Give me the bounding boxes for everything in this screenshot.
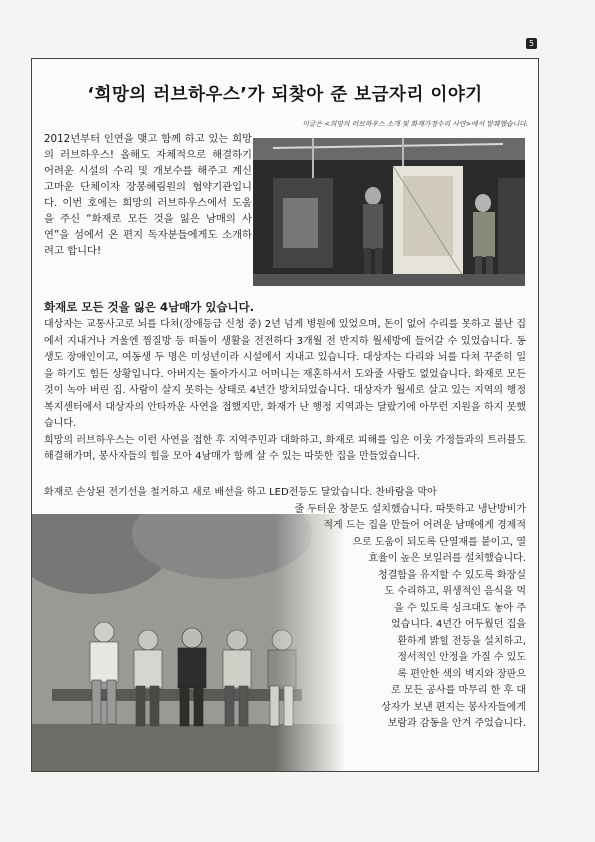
final-paragraph-line: 줄 두터운 창문도 설치했습니다. 따뜻하고 냉난방비가	[294, 503, 526, 515]
page-number: 5	[526, 38, 537, 49]
body-paragraph: 대상자는 교통사고로 뇌를 다쳐(장애등급 신청 중) 2년 넘게 병원에 있었으며, 돈이 없어 수리를 못하고 불난 집에서 지내거나 겨울엔 찜질방 등 떠돌이 생활을 전전하다 3개월 전 반지하 월세방에 들어갈 수 있었습니다. 동생도 장애인이고, 여동생 두 명은 미성년이라 시설에서 지내고 있습니다. 대상자는 다리와 뇌를 다쳐 꾸준히 일을 하기도 힘든 상황입니다. 아버지는 돌아가시고 어머니는 재혼하셔서 도와줄 사람도 없었습니다. 화재로 모든 것이 녹아 버린 집. 사람이 살지 못하는 상태로 4년간 방치되었습니다. 대상자가 월세로 살고 있는 지역의 행정복지센터에서 대상자의 안타까운 사연을 접했지만, 화재가 난 행정 지역과는 달랐기에 아무런 지원을 하지 못했습니다.	[44, 319, 526, 429]
final-paragraph-line: 적게 드는 집을 만들어 어려운 남매에게 경제적	[323, 520, 526, 531]
renovation-photo-graphic	[253, 138, 525, 286]
final-paragraph-line: 록 편안한 색의 벽지와 장판으	[397, 668, 526, 680]
final-paragraph-line: 환하게 밝힐 전등을 설치하고,	[397, 635, 526, 647]
final-paragraph-line: 도 수리하고, 위생적인 음식을 먹	[384, 586, 526, 597]
final-paragraph-line: 정서적인 안정을 가질 수 있도	[397, 652, 526, 663]
final-paragraph-line: 었습니다. 4년간 어두웠던 집을	[391, 619, 526, 630]
final-paragraph-line: 보람과 감동을 안겨 주었습니다.	[387, 718, 526, 729]
final-paragraph-line: 으로 도움이 되도록 단열재를 붙이고, 열	[352, 536, 526, 548]
final-paragraph-line: 청결함을 유지할 수 있도록 화장실	[378, 569, 526, 581]
final-paragraph-line: 상자가 보낸 편지는 봉사자들에게	[381, 701, 526, 713]
article-frame	[31, 58, 539, 772]
final-paragraph	[44, 485, 526, 733]
final-paragraph-line: 을 수 있도록 싱크대도 놓아 주	[394, 602, 526, 614]
intro-paragraph: 2012년부터 인연을 맺고 함께 하고 있는 희망의 러브하우스! 올해도 자체적으로 해결하기 어려운 시설의 수리 및 개보수를 해주고 계신 고마운 단체이자 장봉혜림원의 협약기관입니다. 이번 호에는 희망의 러브하우스에서 도움을 주신 “화재로 모든 것을 잃은 남매의 사연”을 섬에서 온 편지 독자분들에게도 소개하려고 합니다!	[44, 133, 252, 257]
final-paragraph-line: 로 모든 공사를 마무리 한 후 대	[391, 685, 526, 696]
article-body	[44, 317, 526, 466]
section-heading: 화재로 모든 것을 잃은 4남매가 있습니다.	[44, 300, 255, 314]
body-paragraph: 희망의 러브하우스는 이런 사연을 접한 후 지역주민과 대화하고, 화재로 피해를 입은 이웃 가정들과의 트러블도 해결해가며, 봉사자들의 힘을 모아 4남매가 함께 살 수 있는 따뜻한 집을 만들었습니다.	[44, 434, 526, 462]
renovation-photo	[253, 138, 525, 286]
article-title: ‘희망의 러브하우스’가 되찾아 준 보금자리 이야기	[87, 85, 483, 105]
source-note: 이글은 <희망의 러브하우스 소개 및 화재가정수리 사연>에서 발췌했습니다.	[302, 120, 528, 128]
final-paragraph-line: 화재로 손상된 전기선을 철거하고 새로 배선을 하고 LED전등도 달았습니다. 찬바람을 막아	[44, 487, 437, 498]
final-paragraph-line: 효율이 높은 보일러를 설치했습니다.	[368, 553, 526, 564]
